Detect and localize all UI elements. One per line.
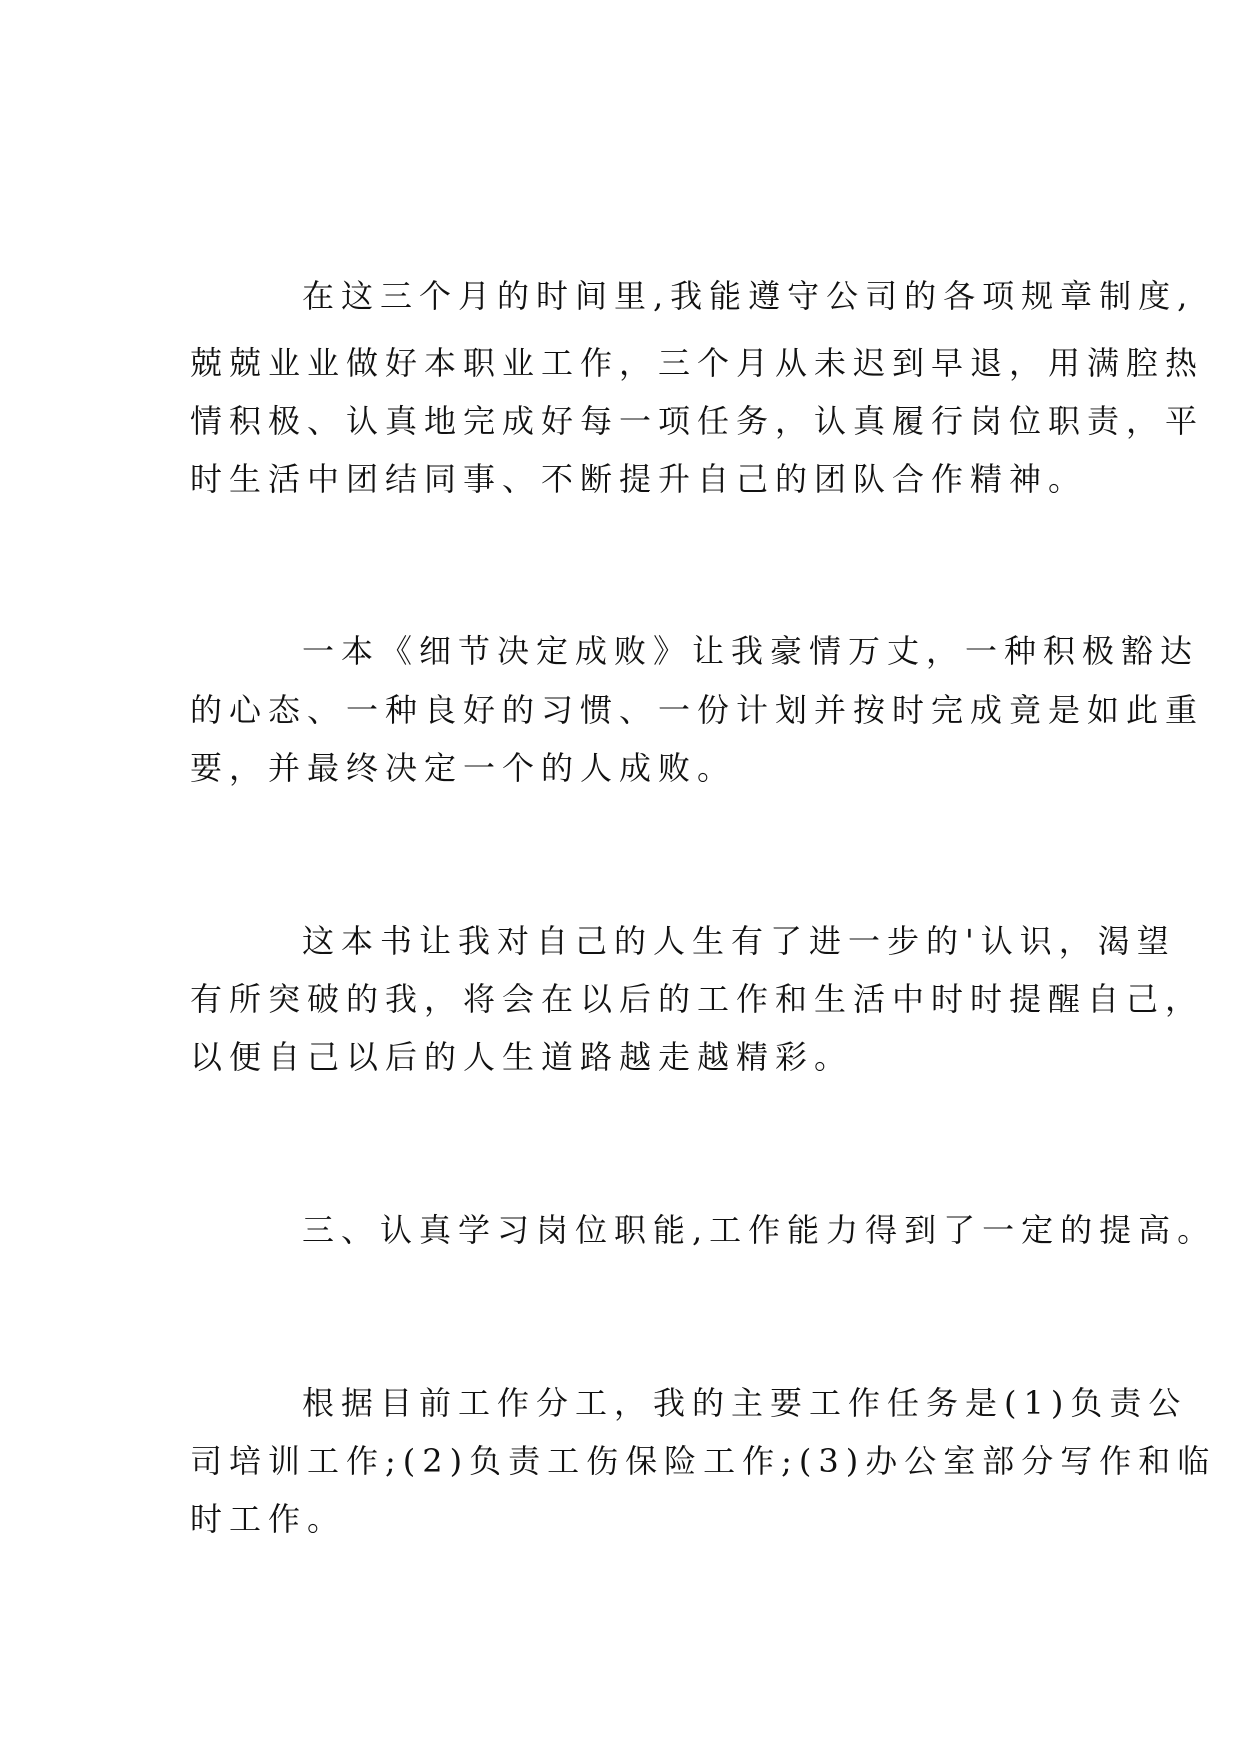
paragraph-line: 一本《细节决定成败》让我豪情万丈，一种积极豁达 <box>302 632 1200 670</box>
paragraph-line: 兢兢业业做好本职业工作，三个月从未迟到早退，用满腔热 <box>190 344 1205 382</box>
paragraph-line: 在这三个月的时间里,我能遵守公司的各项规章制度, <box>302 277 1195 315</box>
paragraph-line: 司培训工作;(2)负责工伤保险工作;(3)办公室部分写作和临 <box>190 1442 1217 1480</box>
paragraph-line: 要，并最终决定一个的人成败。 <box>190 749 737 787</box>
paragraph-line: 三、认真学习岗位职能,工作能力得到了一定的提高。 <box>302 1211 1217 1249</box>
paragraph-line: 这本书让我对自己的人生有了进一步的'认识，渴望 <box>302 922 1176 960</box>
paragraph-line: 以便自己以后的人生道路越走越精彩。 <box>190 1038 854 1076</box>
paragraph-line: 时工作。 <box>190 1500 347 1538</box>
paragraph-line: 时生活中团结同事、不断提升自己的团队合作精神。 <box>190 460 1088 498</box>
paragraph-line: 情积极、认真地完成好每一项任务，认真履行岗位职责，平 <box>190 402 1205 440</box>
paragraph-line: 的心态、一种良好的习惯、一份计划并按时完成竟是如此重 <box>190 691 1205 729</box>
paragraph-line: 根据目前工作分工，我的主要工作任务是(1)负责公 <box>302 1384 1188 1422</box>
paragraph-line: 有所突破的我，将会在以后的工作和生活中时时提醒自己， <box>190 980 1205 1018</box>
